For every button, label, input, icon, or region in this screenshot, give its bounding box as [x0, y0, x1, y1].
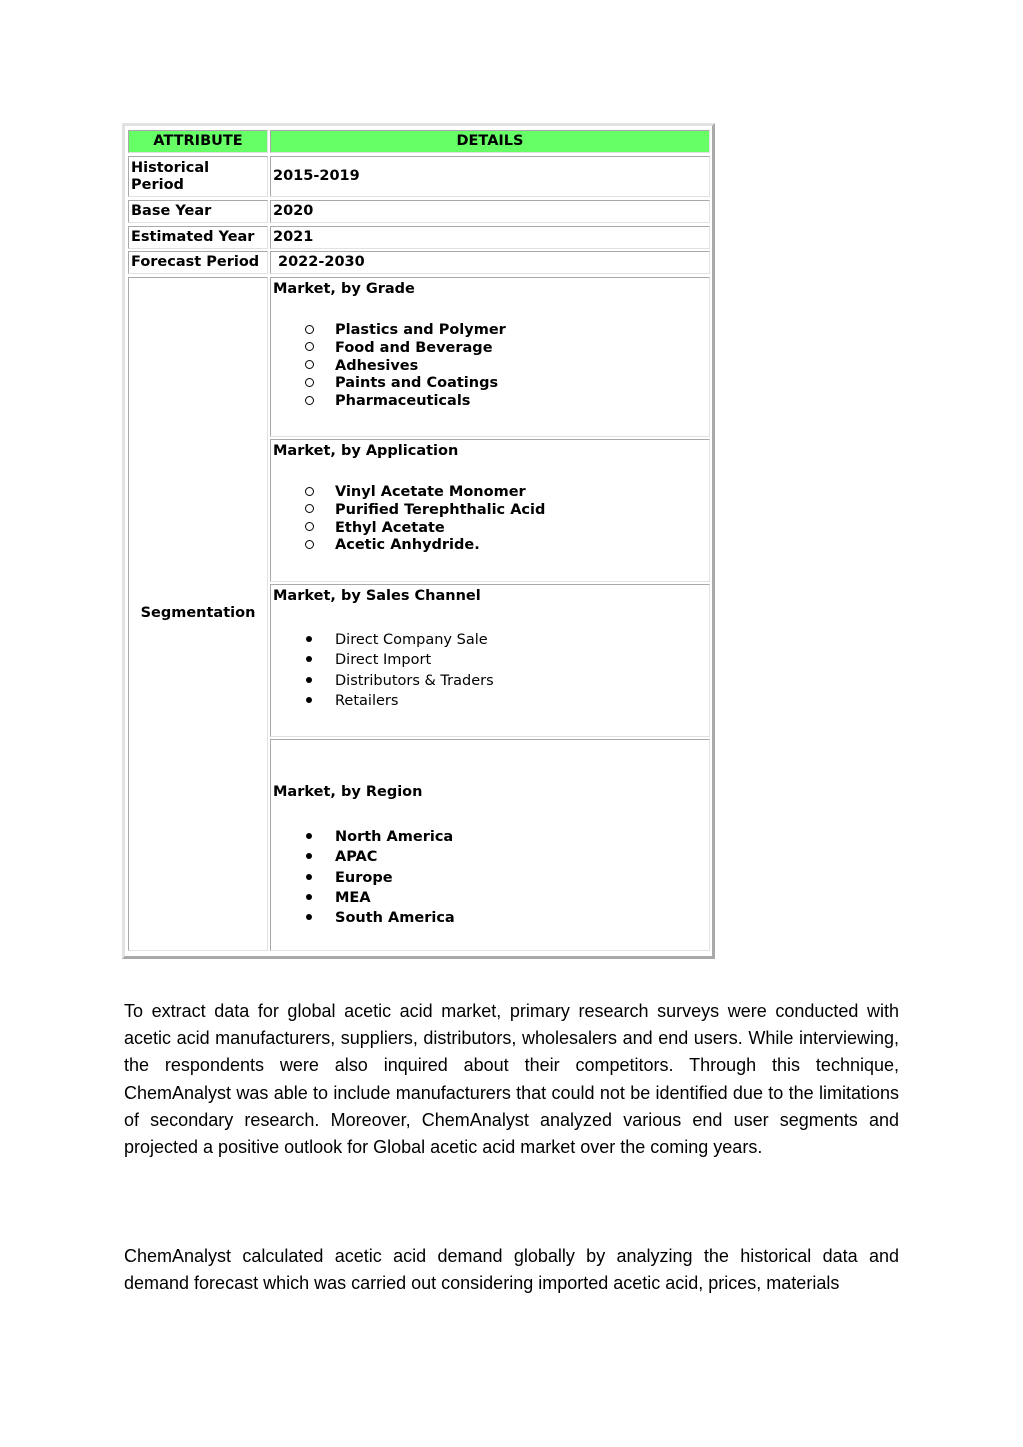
row-label-estimated-year [128, 226, 268, 249]
segment-grade [270, 277, 710, 437]
list-item: Direct Import [271, 650, 494, 670]
list-item: MEA [271, 888, 455, 908]
list-item: North America [271, 827, 455, 847]
list-item: Food and Beverage [271, 340, 506, 358]
list-item: Plastics and Polymer [271, 322, 506, 340]
circle-bullet-icon [305, 342, 314, 351]
bullet-icon [306, 874, 312, 880]
list-item: APAC [271, 847, 455, 867]
row-value-base-year [270, 200, 710, 223]
bullet-icon [306, 894, 312, 900]
circle-bullet-icon [305, 487, 314, 496]
sales-channel-list [271, 630, 494, 711]
report-attributes-table [122, 123, 715, 959]
list-item: Retailers [271, 691, 494, 711]
list-item: Pharmaceuticals [271, 393, 506, 411]
list-item: Europe [271, 868, 455, 888]
row-label-historical-period: Historical Period [128, 156, 268, 197]
row-value-estimated-year [270, 226, 710, 249]
bullet-icon [306, 833, 312, 839]
bullet-icon [306, 636, 312, 642]
segmentation-label-cell [128, 277, 268, 951]
paragraph-demand-calculation: ChemAnalyst calculated acetic acid demand globally by analyzing the historical data and demand forecast which was carried out considering imported acetic acid, prices, materials [124, 1246, 899, 1294]
forecast-period-label: Forecast Period [131, 254, 260, 270]
segment-application [270, 439, 710, 582]
row-label-base-year [128, 200, 268, 223]
list-item: Direct Company Sale [271, 630, 494, 650]
segmentation-label: Segmentation [140, 605, 256, 621]
list-item: South America [271, 908, 455, 928]
row-label-forecast-period [128, 251, 268, 274]
segment-region-title: Market, by Region [273, 784, 423, 800]
segment-grade-title: Market, by Grade [273, 281, 415, 297]
estimated-year-label: Estimated Year [131, 229, 255, 245]
list-item: Adhesives [271, 358, 506, 376]
bullet-icon [306, 656, 312, 662]
list-item: Vinyl Acetate Monomer [271, 484, 545, 502]
bullet-icon [306, 677, 312, 683]
historical-period-value: 2015-2019 [273, 168, 360, 184]
row-value-forecast-period [270, 251, 710, 274]
bullet-icon [306, 853, 312, 859]
forecast-period-value: 2022-2030 [278, 254, 365, 270]
header-attribute: ATTRIBUTE [128, 130, 268, 153]
bullet-icon [306, 697, 312, 703]
segment-application-title: Market, by Application [273, 443, 459, 459]
bullet-icon [306, 914, 312, 920]
list-item: Ethyl Acetate [271, 520, 545, 538]
application-list [271, 484, 545, 555]
list-item: Purified Terephthalic Acid [271, 502, 545, 520]
circle-bullet-icon [305, 378, 314, 387]
circle-bullet-icon [305, 522, 314, 531]
grade-list [271, 322, 506, 411]
row-value-historical-period [270, 156, 710, 197]
segment-region [270, 739, 710, 951]
circle-bullet-icon [305, 396, 314, 405]
list-item: Distributors & Traders [271, 671, 494, 691]
circle-bullet-icon [305, 360, 314, 369]
circle-bullet-icon [305, 504, 314, 513]
list-item: Acetic Anhydride. [271, 537, 545, 555]
segment-sales-channel-title: Market, by Sales Channel [273, 588, 481, 604]
circle-bullet-icon [305, 540, 314, 549]
segment-sales-channel [270, 584, 710, 737]
paragraph-research-method: To extract data for global acetic acid market, primary research surveys were conducted with acetic acid manufacturers, suppliers, distributors, wholesalers and end users. While interviewing, the respondents were also inquired about their competitors. Through this technique, ChemAnalyst was able to include manufacturers that could not be identified due to the limitations of secondary research. Moreover, ChemAnalyst analyzed various end user segments and projected a positive outlook for Global acetic acid market over the coming years. [124, 1001, 899, 1158]
header-details: DETAILS [270, 130, 710, 153]
region-list [271, 827, 455, 928]
base-year-label: Base Year [131, 203, 212, 219]
base-year-value: 2020 [273, 203, 314, 219]
list-item: Paints and Coatings [271, 375, 506, 393]
estimated-year-value: 2021 [273, 229, 314, 245]
circle-bullet-icon [305, 325, 314, 334]
